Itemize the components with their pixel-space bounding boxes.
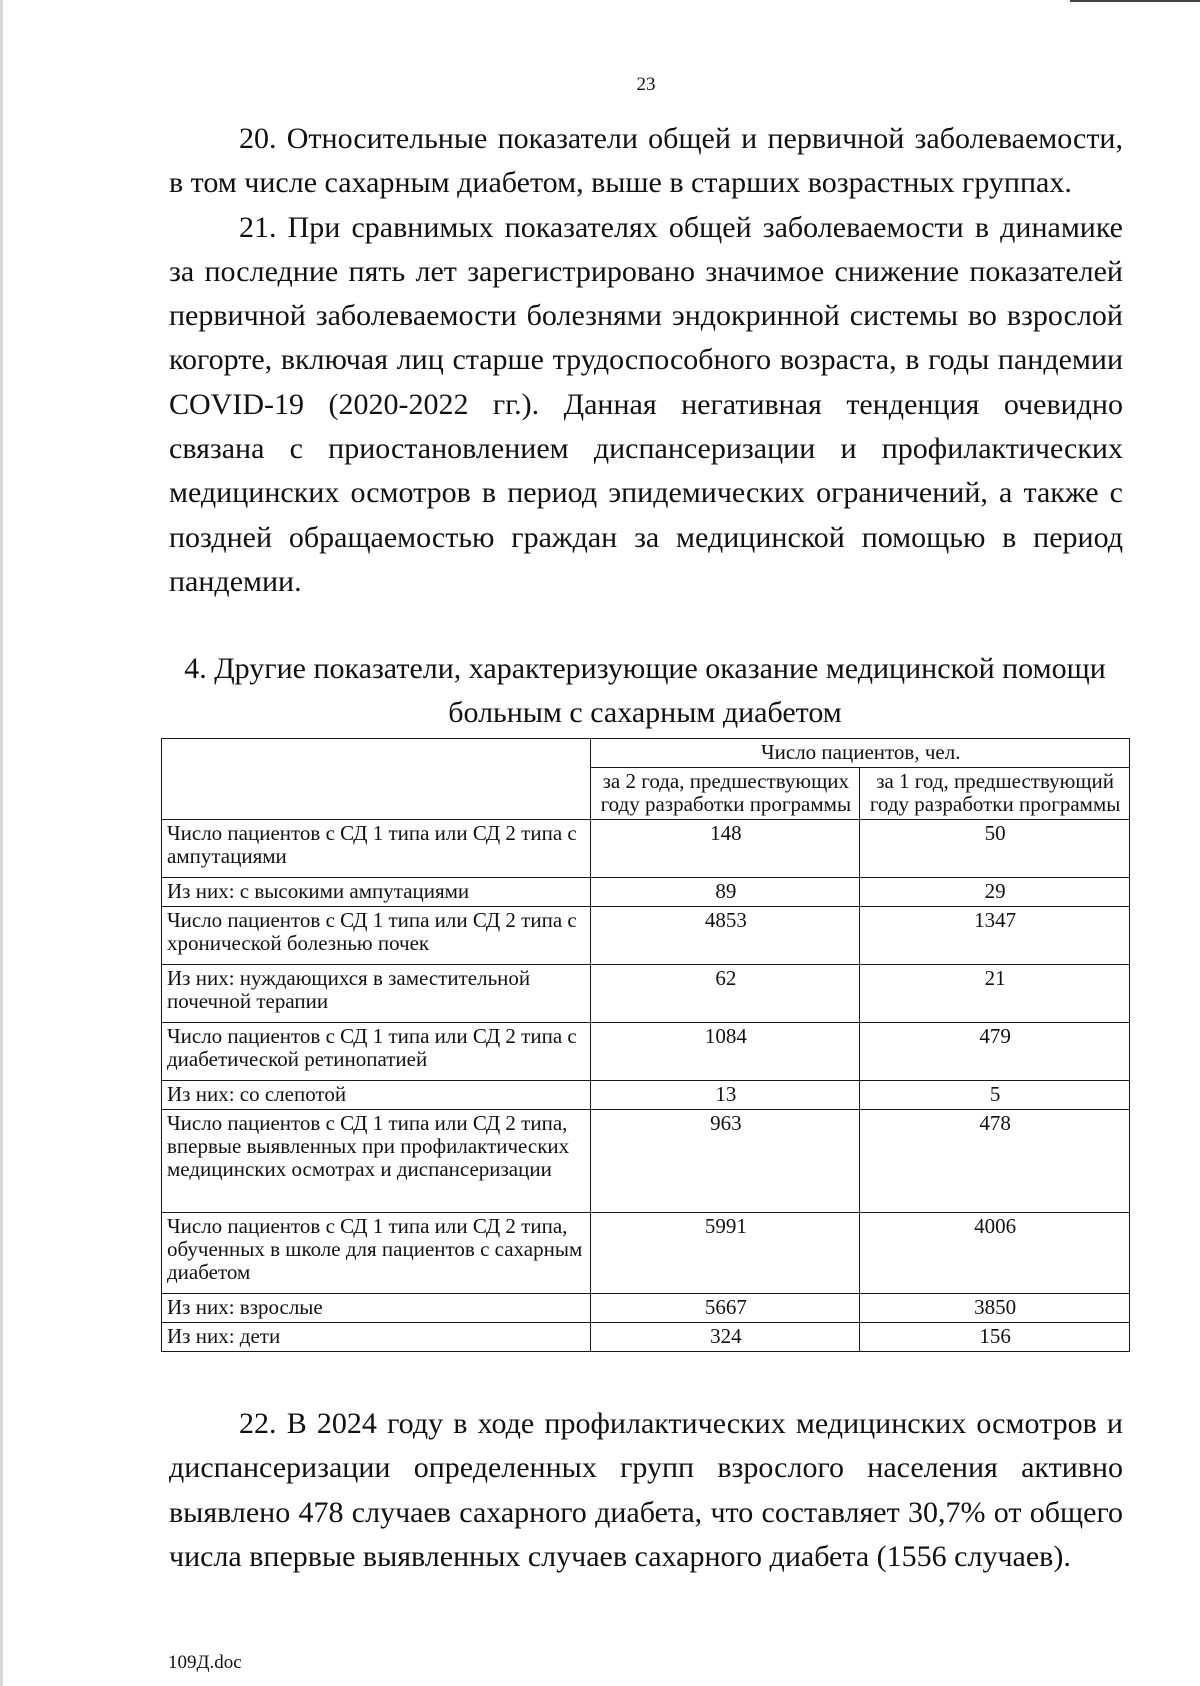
table-row — [162, 1023, 1130, 1081]
table-row-value-1-year: 1347 — [860, 907, 1130, 965]
footer-filename: 109Д.doc — [168, 1652, 242, 1673]
table-group-header: Число пациентов, чел. — [591, 739, 1130, 768]
table-row-label: Число пациентов с СД 1 типа или СД 2 типа с хронической болезнью почек — [162, 907, 591, 965]
table-col2-header: за 1 год, предшествующий году разработки программы — [860, 768, 1130, 820]
table-row-label: Из них: со слепотой — [162, 1081, 591, 1110]
table-row-value-1-year: 3850 — [860, 1294, 1130, 1323]
table-row-value-2-years: 89 — [591, 878, 860, 907]
scan-left-edge — [0, 0, 3, 1686]
table-body — [162, 739, 1130, 1352]
table-row-value-1-year: 4006 — [860, 1213, 1130, 1294]
top-paragraphs — [169, 117, 1123, 604]
bottom-paragraphs — [169, 1402, 1123, 1579]
table-row-value-2-years: 148 — [591, 820, 860, 878]
table-row — [162, 820, 1130, 878]
table-row-value-1-year: 50 — [860, 820, 1130, 878]
section-title — [150, 647, 1140, 735]
table-row-label: Из них: взрослые — [162, 1294, 591, 1323]
table-row-value-1-year: 5 — [860, 1081, 1130, 1110]
table-row — [162, 1294, 1130, 1323]
section-title-line-1: 4. Другие показатели, характеризующие оказание медицинской помощи — [184, 652, 1106, 685]
indicators-table — [161, 738, 1130, 1352]
table-header-row-1 — [162, 739, 1130, 768]
table-row — [162, 1110, 1130, 1213]
table-row-label: Число пациентов с СД 1 типа или СД 2 типа, обученных в школе для пациентов с сахарным диабетом — [162, 1213, 591, 1294]
table-row-value-2-years: 963 — [591, 1110, 860, 1213]
table-row-value-1-year: 479 — [860, 1023, 1130, 1081]
table-row-value-2-years: 4853 — [591, 907, 860, 965]
table-row-value-1-year: 21 — [860, 965, 1130, 1023]
table-row-value-1-year: 156 — [860, 1323, 1130, 1352]
table-row-label: Число пациентов с СД 1 типа или СД 2 типа, впервые выявленных при профилактических медицинских осмотрах и диспансеризации — [162, 1110, 591, 1213]
table-row-label: Из них: с высокими ампутациями — [162, 878, 591, 907]
table-row-value-2-years: 62 — [591, 965, 860, 1023]
paragraph-20: 20. Относительные показатели общей и первичной заболеваемости, в том числе сахарным диабетом, выше в старших возрастных группах. — [169, 122, 1123, 200]
table-row-value-2-years: 13 — [591, 1081, 860, 1110]
table-row-value-1-year: 29 — [860, 878, 1130, 907]
table-row-value-1-year: 478 — [860, 1110, 1130, 1213]
paragraph-21: 21. При сравнимых показателях общей заболеваемости в динамике за последние пять лет зарегистрировано значимое снижение показателей первичной заболеваемости болезнями эндокринной системы во взрослой когорте, включая лиц старше трудоспособного возраста, в годы пандемии COVID-19 (2020-2022 гг.). Данная негативная тенденция очевидно связана с приостановлением диспансеризации и профилактических медицинских осмотров в период эпидемических ограничений, а также с поздней обращаемостью граждан за медицинской помощью в период пандемии. — [169, 210, 1123, 598]
table-row — [162, 1323, 1130, 1352]
table-row-value-2-years: 324 — [591, 1323, 860, 1352]
table-row — [162, 907, 1130, 965]
paragraph-22: 22. В 2024 году в ходе профилактических медицинских осмотров и диспансеризации определенных групп взрослого населения активно выявлено 478 случаев сахарного диабета, что составляет 30,7% от общего числа впервые выявленных случаев сахарного диабета (1556 случаев). — [169, 1407, 1123, 1573]
table-row — [162, 878, 1130, 907]
table-row-value-2-years: 1084 — [591, 1023, 860, 1081]
table-col1-header: за 2 года, предшествующих году разработки программы — [591, 768, 860, 820]
scan-top-right-mark — [1070, 0, 1200, 2]
table-row-label: Из них: нуждающихся в заместительной почечной терапии — [162, 965, 591, 1023]
table-corner-cell — [162, 739, 591, 820]
table-row-label: Из них: дети — [162, 1323, 591, 1352]
table-row-label: Число пациентов с СД 1 типа или СД 2 типа с диабетической ретинопатией — [162, 1023, 591, 1081]
table-row — [162, 1213, 1130, 1294]
section-title-line-2: больным с сахарным диабетом — [448, 696, 842, 729]
table-row — [162, 965, 1130, 1023]
page-number: 23 — [636, 74, 656, 95]
table-row-value-2-years: 5667 — [591, 1294, 860, 1323]
table-row — [162, 1081, 1130, 1110]
table-row-label: Число пациентов с СД 1 типа или СД 2 типа с ампутациями — [162, 820, 591, 878]
table-row-value-2-years: 5991 — [591, 1213, 860, 1294]
